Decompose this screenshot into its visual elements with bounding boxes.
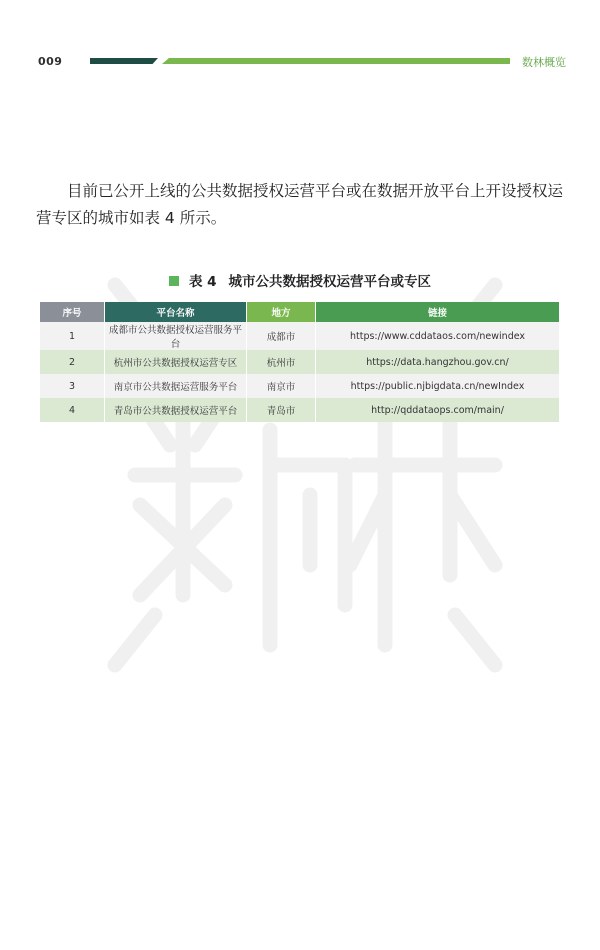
header-bar-light [162, 58, 510, 64]
table-caption-number: 表 4 [188, 274, 217, 290]
column-header-link: 链接 [316, 302, 559, 322]
cell-city: 成都市 [247, 322, 316, 350]
cell-link[interactable]: https://public.njbigdata.cn/newIndex [316, 374, 559, 398]
table-row [40, 350, 559, 374]
table-row [40, 374, 559, 398]
cell-city: 杭州市 [247, 350, 316, 374]
section-label: 数林概览 [522, 56, 566, 69]
table-header-row [40, 302, 559, 322]
table-row [40, 322, 559, 350]
cell-link[interactable]: http://qddataops.com/main/ [316, 398, 559, 422]
intro-paragraph: 目前已公开上线的公共数据授权运营平台或在数据开放平台上开设授权运营专区的城市如表 4 所示。 [36, 182, 564, 227]
table-caption-title: 城市公共数据授权运营平台或专区 [228, 274, 432, 290]
cell-seq: 3 [40, 374, 105, 398]
column-header-seq: 序号 [40, 302, 105, 322]
cell-platform: 青岛市公共数据授权运营平台 [105, 398, 247, 422]
column-header-platform: 平台名称 [105, 302, 247, 322]
cell-platform: 成都市公共数据授权运营服务平台 [105, 322, 247, 350]
column-header-city: 地方 [247, 302, 316, 322]
cell-platform: 杭州市公共数据授权运营专区 [105, 350, 247, 374]
table-caption [0, 270, 600, 290]
city-platform-table [40, 302, 559, 422]
cell-link[interactable]: https://www.cddataos.com/newindex [316, 322, 559, 350]
cell-city: 青岛市 [247, 398, 316, 422]
cell-seq: 4 [40, 398, 105, 422]
cell-platform: 南京市公共数据运营服务平台 [105, 374, 247, 398]
cell-link[interactable]: https://data.hangzhou.gov.cn/ [316, 350, 559, 374]
table-row [40, 398, 559, 422]
page-number: 009 [38, 55, 63, 68]
green-square-marker-icon [169, 276, 179, 286]
cell-seq: 1 [40, 322, 105, 350]
cell-city: 南京市 [247, 374, 316, 398]
header-bar-dark [90, 58, 158, 64]
cell-seq: 2 [40, 350, 105, 374]
